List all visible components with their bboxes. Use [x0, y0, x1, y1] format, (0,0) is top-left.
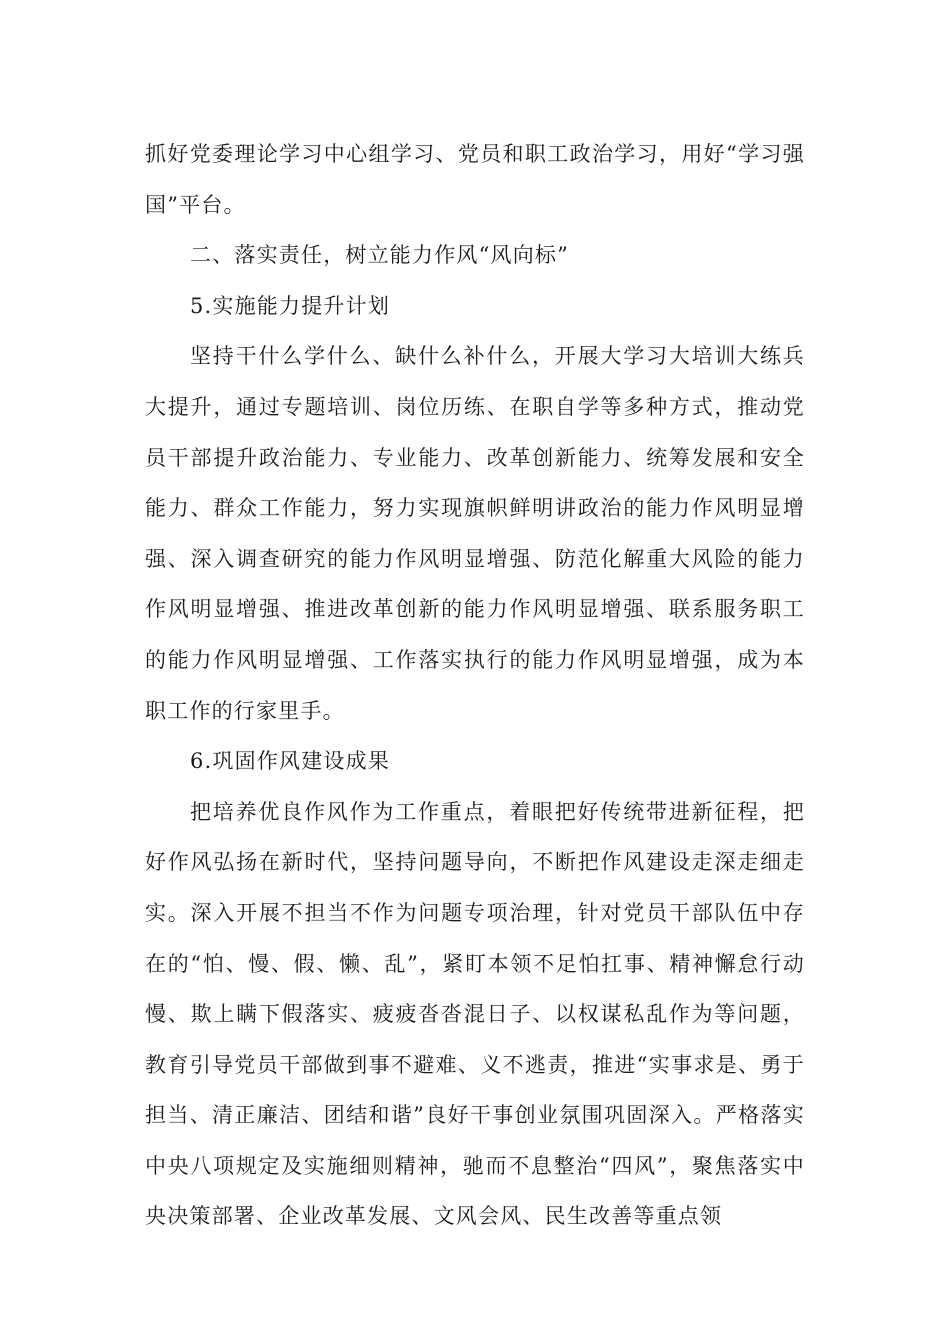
subsection-heading-6: 6.巩固作风建设成果 [190, 749, 391, 774]
subsection-heading-5: 5.实施能力提升计划 [190, 293, 391, 318]
section-heading: 二、落实责任，树立能力作风“风向标” [190, 243, 570, 268]
paragraph-continuation: 抓好党委理论学习中心组学习、党员和职工政治学习，用好“学习强国”平台。 [145, 142, 805, 217]
paragraph-style-building: 把培养优良作风作为工作重点，着眼把好传统带进新征程，把好作风弘扬在新时代，坚持问题导向，不断把作风建设走深走细走实。深入开展不担当不作为问题专项治理，针对党员干部队伍中存在的“怕、慢、假、懒、乱”，紧盯本领不足怕扛事、精神懈怠行动慢、欺上瞒下假落实、疲疲沓沓混日子、以权谋私乱作为等问题，教育引导党员干部做到事不避难、义不逃责，推进“实事求是、勇于担当、清正廉洁、团结和谐”良好干事创业氛围巩固深入。严格落实中央八项规定及实施细则精神，驰而不息整治“四风”，聚焦落实中央决策部署、企业改革发展、文风会风、民生改善等重点领 [145, 799, 805, 1229]
paragraph-capability-plan: 坚持干什么学什么、缺什么补什么，开展大学习大培训大练兵大提升，通过专题培训、岗位历练、在职自学等多种方式，推动党员干部提升政治能力、专业能力、改革创新能力、统筹发展和安全能力、群众工作能力，努力实现旗帜鲜明讲政治的能力作风明显增强、深入调查研究的能力作风明显增强、防范化解重大风险的能力作风明显增强、推进改革创新的能力作风明显增强、联系服务职工的能力作风明显增强、工作落实执行的能力作风明显增强，成为本职工作的行家里手。 [145, 344, 805, 723]
document-body [145, 129, 805, 1242]
